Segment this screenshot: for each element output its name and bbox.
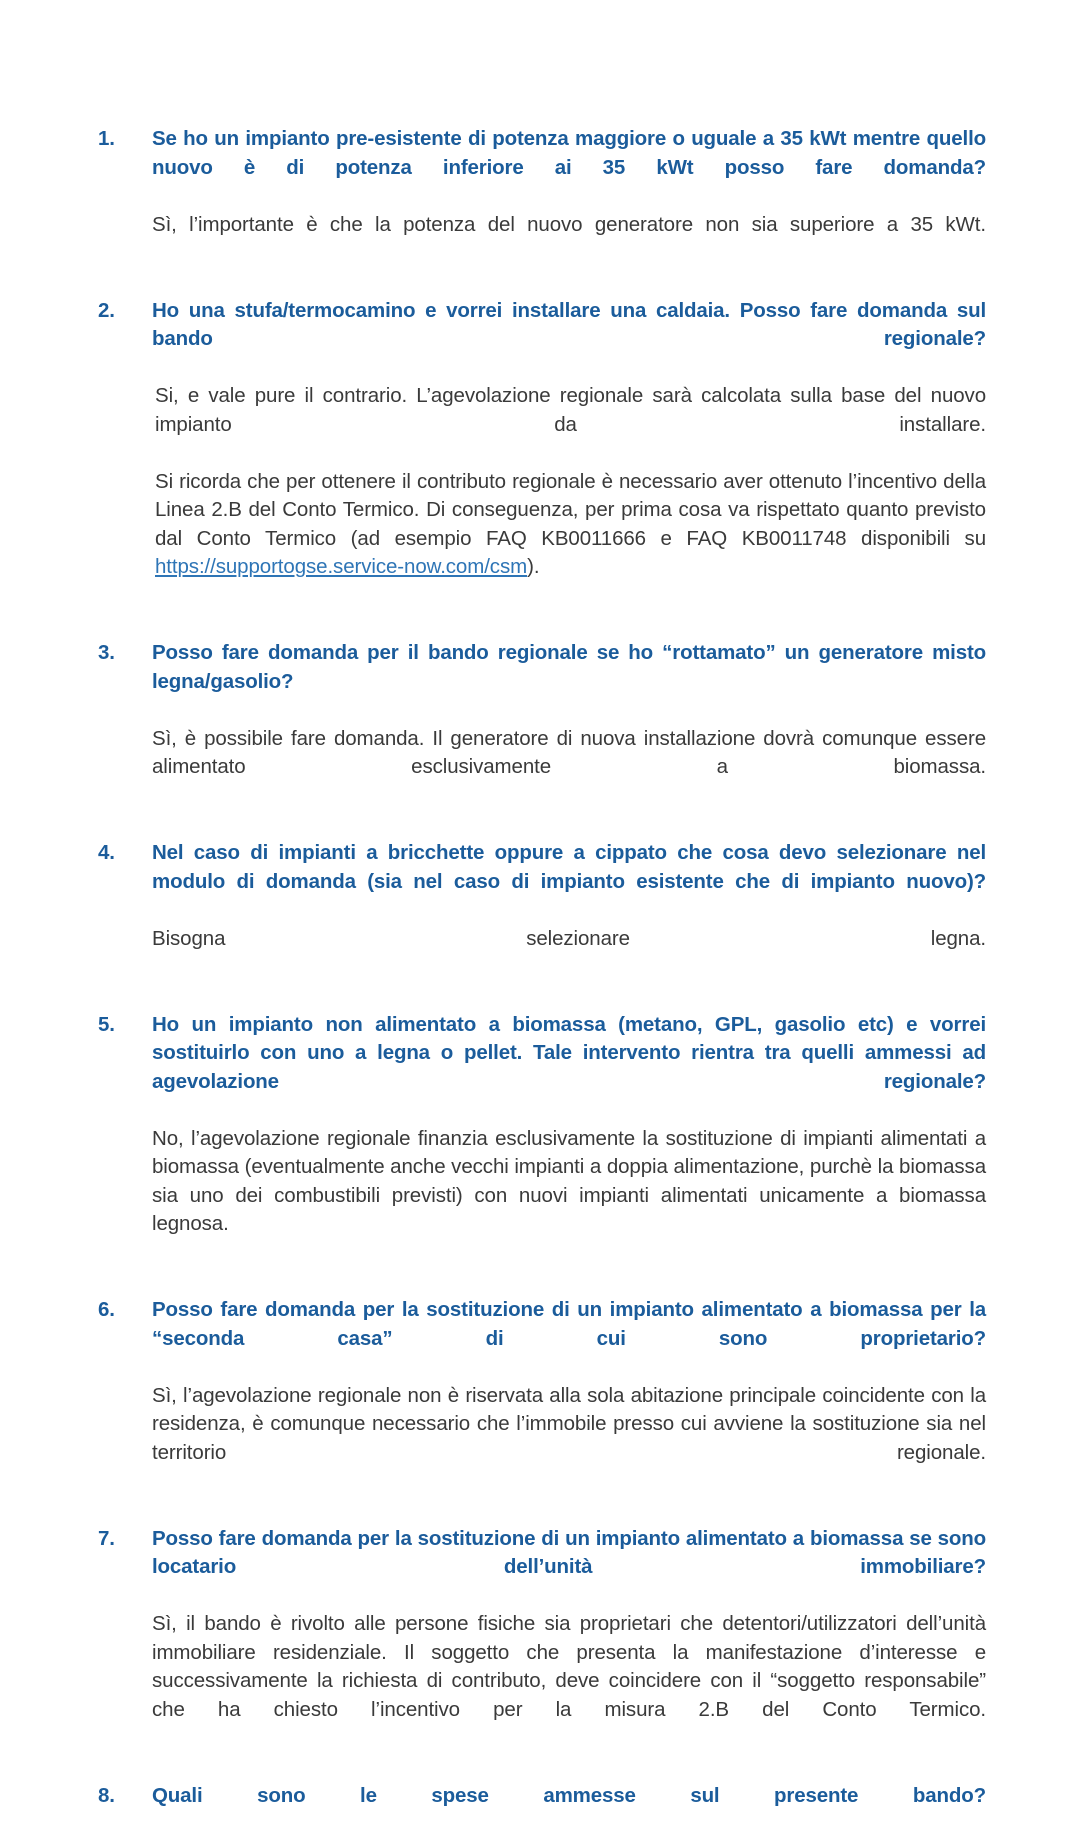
faq-item-5 (98, 1011, 986, 1268)
faq-answer-6: Sì, l’agevolazione regionale non è riservata alla sola abitazione principale coincidente con la residenza, è comunque necessario che l’immobile presso cui avviene la sostituzione sia nel territorio regionale. (152, 1383, 986, 1464)
faq-number-2: 2. (98, 298, 115, 322)
faq-item-1 (98, 125, 986, 268)
faq-answer-2b (152, 468, 986, 611)
faq-question-7: Posso fare domanda per la sostituzione di un impianto alimentato a biomassa se sono locatario dell’unità immobiliare? (152, 1526, 986, 1578)
faq-answer-1: Sì, l’importante è che la potenza del nuovo generatore non sia superiore a 35 kWt. (152, 212, 986, 236)
faq-number-3: 3. (98, 641, 115, 664)
faq-number-6: 6. (98, 1298, 115, 1321)
faq-answer-5: No, l’agevolazione regionale finanzia esclusivamente la sostituzione di impianti alimentati a biomassa (eventualmente anche vecchi impianti a doppia alimentazione, purchè la biomassa sia uno dei combustibili previsti) con nuovi impianti alimentati unicamente a biomassa legnosa. (152, 1126, 986, 1235)
faq-number-5: 5. (98, 1012, 115, 1036)
faq-answer-2b-tail: ). (527, 555, 540, 578)
faq-list (98, 125, 986, 1839)
faq-question-4: Nel caso di impianti a bricchette oppure a cippato che cosa devo selezionare nel modulo di domanda (sia nel caso di impianto esistente che di impianto nuovo)? (152, 841, 986, 893)
faq-item-2 (98, 297, 986, 611)
faq-answer-4: Bisogna selezionare legna. (152, 926, 986, 950)
faq-number-7: 7. (98, 1526, 115, 1550)
faq-question-1: Se ho un impianto pre-esistente di potenza maggiore o uguale a 35 kWt mentre quello nuovo è di potenza inferiore ai 35 kWt posso fare domanda? (152, 127, 986, 179)
faq-answer-2a: Si, e vale pure il contrario. L’agevolazione regionale sarà calcolata sulla base del nuovo impianto da installare. (155, 384, 986, 436)
faq-number-1: 1. (98, 127, 115, 150)
gse-support-link[interactable]: https://supportogse.service-now.com/csm (155, 555, 528, 578)
faq-number-4: 4. (98, 841, 115, 864)
faq-item-7 (98, 1525, 986, 1753)
faq-answer-7: Sì, il bando è rivolto alle persone fisiche sia proprietari che detentori/utilizzatori dell’unità immobiliare residenziale. Il soggetto che presenta la manifestazione d’interesse e successivamente la richiesta di contributo, deve coincidere con il “soggetto responsabile” che ha chiesto l’incentivo per la misura 2.B del Conto Termico. (152, 1612, 986, 1721)
faq-item-3 (98, 639, 986, 810)
faq-item-4 (98, 839, 986, 982)
faq-number-8: 8. (98, 1783, 115, 1807)
faq-question-8: Quali sono le spese ammesse sul presente bando? (152, 1783, 986, 1807)
faq-item-6 (98, 1296, 986, 1496)
faq-question-6: Posso fare domanda per la sostituzione di un impianto alimentato a biomassa per la “seconda casa” di cui sono proprietario? (152, 1298, 986, 1350)
faq-answer-3: Sì, è possibile fare domanda. Il generatore di nuova installazione dovrà comunque essere alimentato esclusivamente a biomassa. (152, 726, 986, 778)
faq-question-3: Posso fare domanda per il bando regionale se ho “rottamato” un generatore misto legna/gasolio? (152, 641, 986, 693)
faq-question-5: Ho un impianto non alimentato a biomassa (metano, GPL, gasolio etc) e vorrei sostituirlo con uno a legna o pellet. Tale intervento rientra tra quelli ammessi ad agevolazione regionale? (152, 1012, 986, 1093)
faq-item-8 (98, 1782, 986, 1839)
faq-answer-2b-text: Si ricorda che per ottenere il contributo regionale è necessario aver ottenuto l’incentivo della Linea 2.B del Conto Termico. Di conseguenza, per prima cosa va rispettato quanto previsto dal Conto Termico (ad esempio FAQ KB0011666 e FAQ KB0011748 disponibili su (155, 469, 986, 550)
faq-question-2: Ho una stufa/termocamino e vorrei installare una caldaia. Posso fare domanda sul bando regionale? (152, 298, 986, 350)
